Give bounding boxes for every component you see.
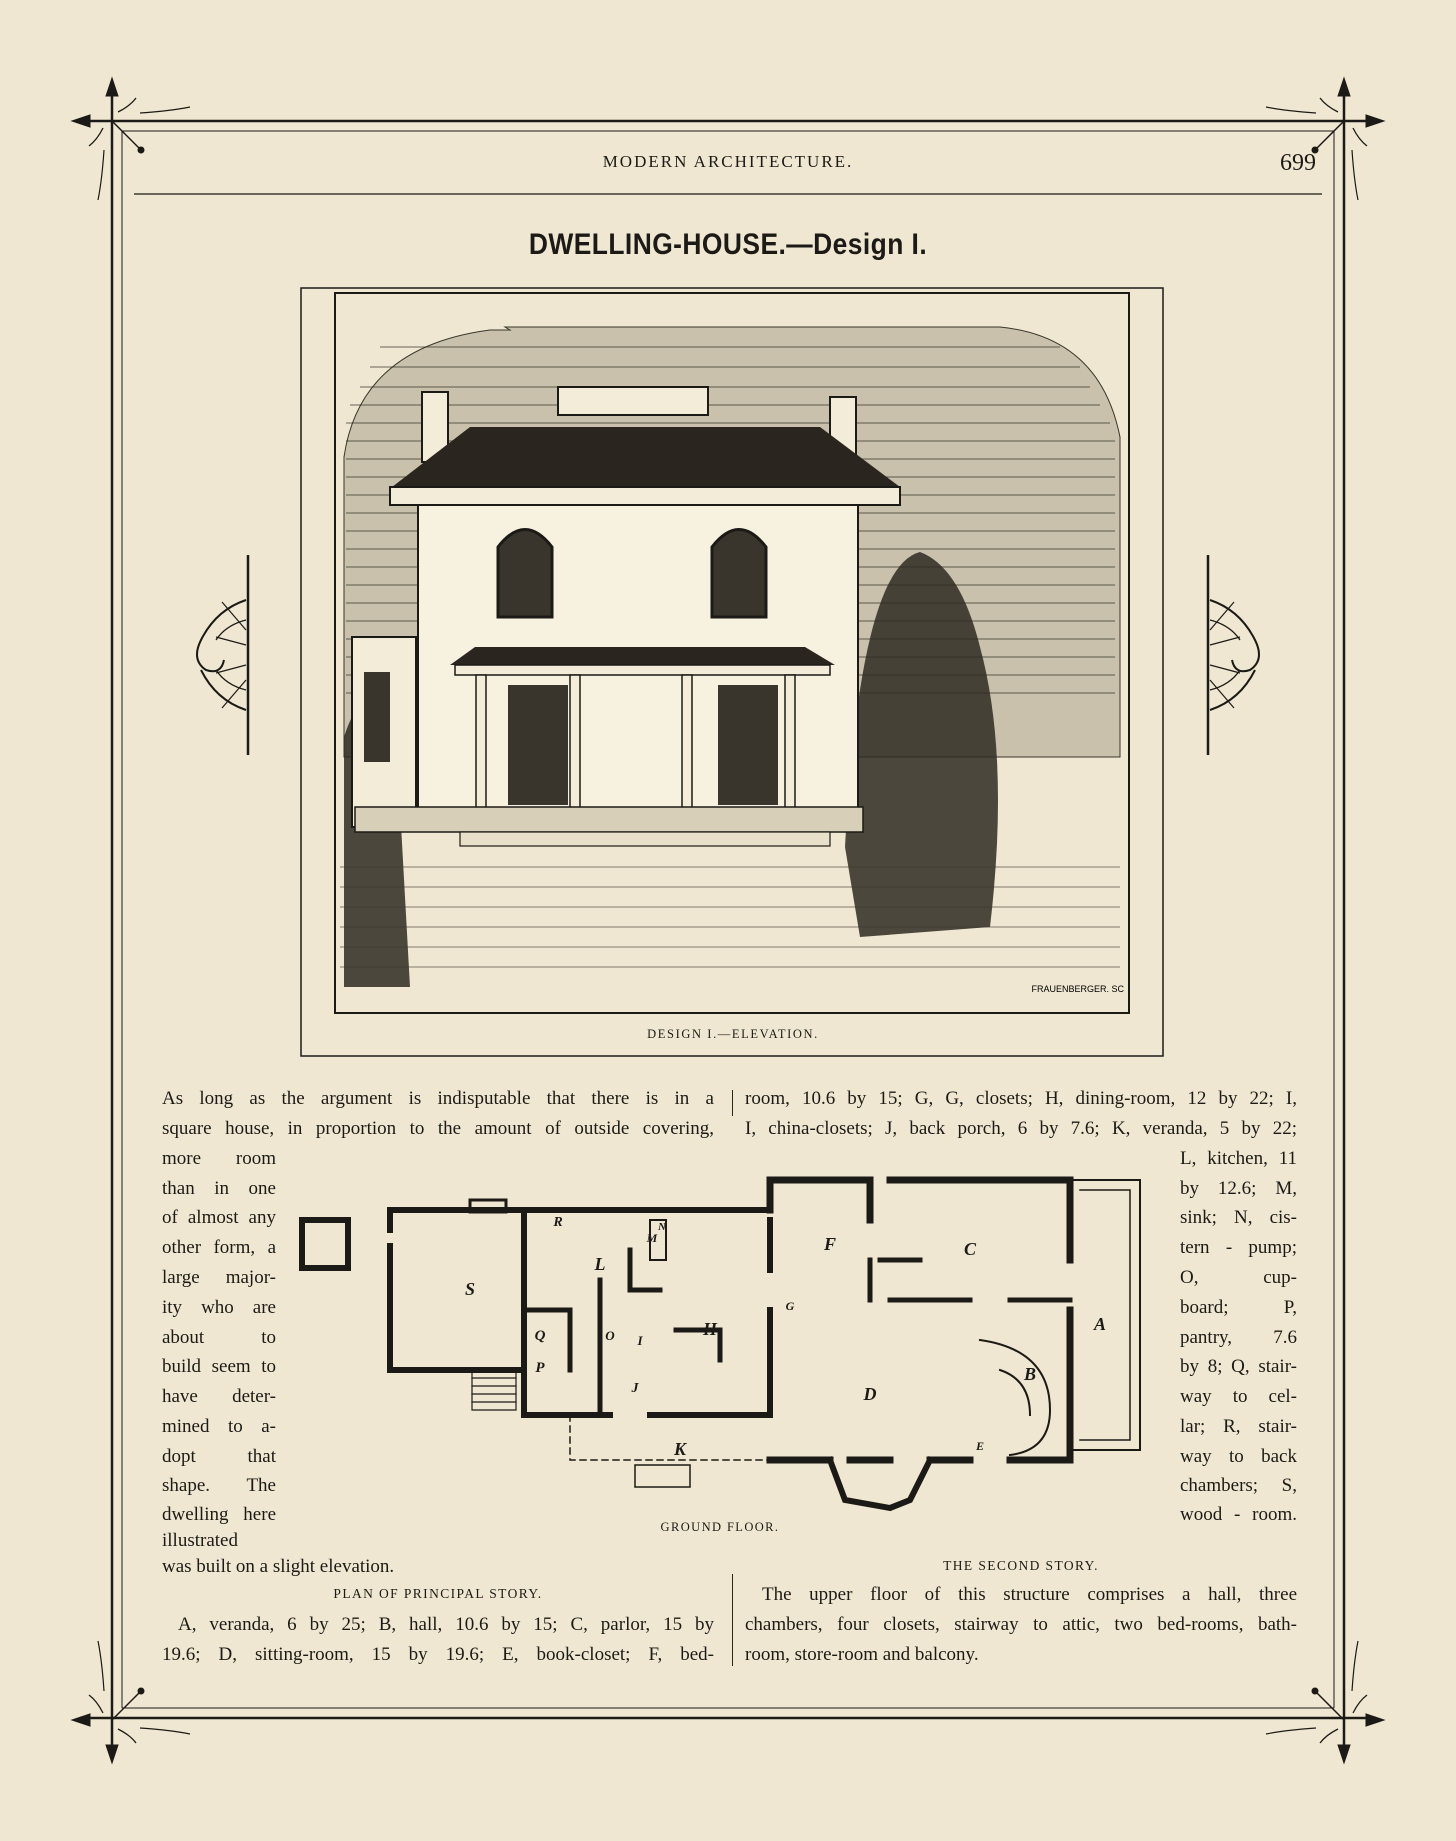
room-label-s: S [464, 1279, 476, 1299]
plan-principal-heading: PLAN OF PRINCIPAL STORY. [333, 1586, 543, 1601]
legend-line: pantry, 7.6 [1180, 1327, 1297, 1348]
elevation-illustration [300, 287, 1164, 1057]
intro-line: mined to a- [162, 1416, 276, 1437]
room-label-e: E [975, 1439, 985, 1453]
room-label-p: P [535, 1360, 545, 1376]
legend-line: board; P, [1180, 1297, 1297, 1318]
legend-line: chambers; S, [1180, 1475, 1297, 1496]
room-label-o: O [605, 1328, 615, 1343]
intro-line: than in one [162, 1178, 276, 1199]
room-label-j: J [631, 1381, 639, 1396]
legend-line: way to cel- [1180, 1386, 1297, 1407]
second-story-heading: THE SECOND STORY. [943, 1558, 1099, 1573]
second-story-line: The upper floor of this structure comprises a hall, three [762, 1584, 1297, 1605]
room-label-i: I [637, 1333, 643, 1348]
room-label-d: D [863, 1384, 877, 1404]
page-number: 699 [1280, 150, 1316, 176]
room-label-h: H [702, 1319, 718, 1339]
running-head: MODERN ARCHITECTURE. [602, 152, 854, 171]
corner-ornament [72, 78, 190, 200]
engraver-signature: FRAUENBERGER. SC [1031, 984, 1124, 994]
legend-line: tern - pump; [1180, 1237, 1297, 1258]
room-label-c: C [963, 1239, 977, 1259]
page-title: DWELLING-HOUSE.—Design I. [528, 228, 928, 261]
second-story-line: chambers, four closets, stairway to attic, two bed-rooms, bath- [745, 1614, 1297, 1635]
legend-line: by 8; Q, stair- [1180, 1356, 1297, 1377]
room-label-g: G [785, 1299, 795, 1313]
legend-line: sink; N, cis- [1180, 1207, 1297, 1228]
intro-line: of almost any [162, 1207, 276, 1228]
room-label-b: B [1023, 1364, 1037, 1384]
room-label-m: M [646, 1231, 658, 1245]
intro-line: As long as the argument is indisputable that there is in a [162, 1088, 714, 1109]
intro-line: large major- [162, 1267, 276, 1288]
plan-principal-line: 19.6; D, sitting-room, 15 by 19.6; E, book-closet; F, bed- [162, 1644, 714, 1665]
intro-line: have deter- [162, 1386, 276, 1407]
legend-line: by 12.6; M, [1180, 1178, 1297, 1199]
intro-line: was built on a slight elevation. [162, 1556, 395, 1577]
intro-line: ity who are [162, 1297, 276, 1318]
intro-line: more room [162, 1148, 276, 1169]
column-rule [732, 1574, 733, 1666]
room-label-n: N [658, 1221, 666, 1233]
intro-line: other form, a [162, 1237, 276, 1258]
intro-line: dopt that [162, 1446, 276, 1467]
legend-line: I, china-closets; J, back porch, 6 by 7.6; K, veranda, 5 by 22; [745, 1118, 1297, 1139]
room-label-k: K [673, 1439, 687, 1459]
legend-line: lar; R, stair- [1180, 1416, 1297, 1437]
intro-line: about to [162, 1327, 276, 1348]
intro-line: square house, in proportion to the amount of outside covering, [162, 1118, 714, 1139]
side-flourish [197, 555, 248, 755]
intro-line: illustrated [162, 1530, 238, 1551]
ground-floor-plan [290, 1160, 1170, 1530]
room-label-f: F [823, 1234, 837, 1254]
room-label-r: R [553, 1215, 563, 1230]
legend-line: wood - room. [1180, 1504, 1297, 1525]
legend-line: L, kitchen, 11 [1180, 1148, 1297, 1169]
room-label-q: Q [534, 1328, 546, 1344]
legend-line: room, 10.6 by 15; G, G, closets; H, dining-room, 12 by 22; I, [745, 1088, 1297, 1109]
intro-line: dwelling here [162, 1504, 276, 1525]
intro-line: shape. The [162, 1475, 276, 1496]
room-label-l: L [594, 1254, 606, 1274]
floor-plan-caption: GROUND FLOOR. [660, 1520, 780, 1534]
room-label-a: A [1093, 1314, 1107, 1334]
legend-line: O, cup- [1180, 1267, 1297, 1288]
intro-line: build seem to [162, 1356, 276, 1377]
legend-line: way to back [1180, 1446, 1297, 1467]
column-rule [732, 1090, 733, 1116]
plan-principal-line: A, veranda, 6 by 25; B, hall, 10.6 by 15; C, parlor, 15 by [178, 1614, 714, 1635]
elevation-caption: DESIGN I.—ELEVATION. [647, 1027, 819, 1041]
second-story-line: room, store-room and balcony. [745, 1644, 979, 1665]
